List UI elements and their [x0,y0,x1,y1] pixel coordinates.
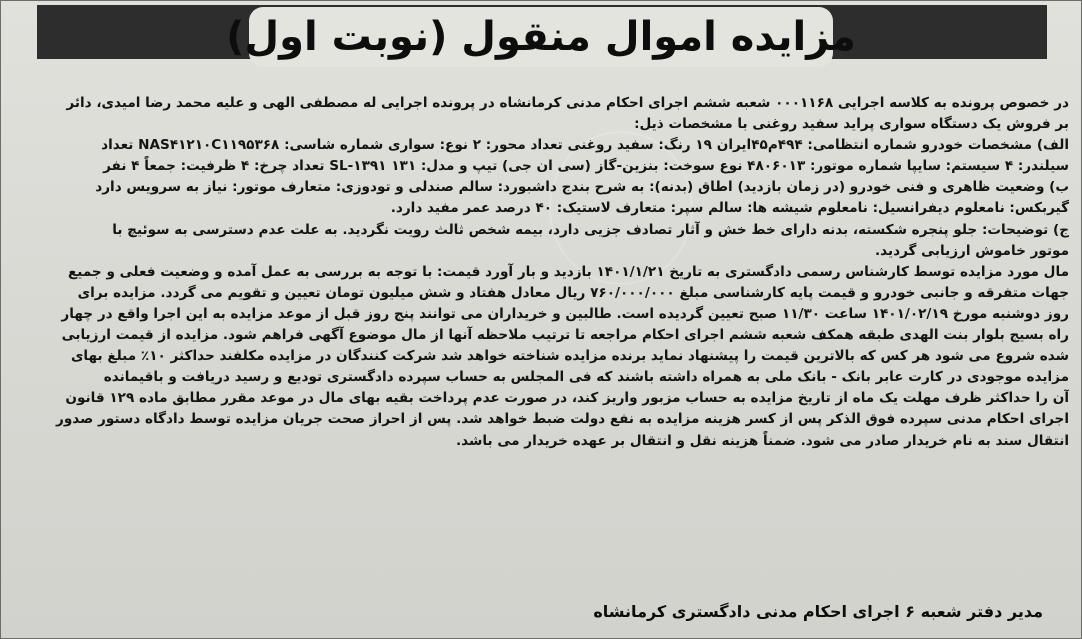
notice-body [15,93,1069,452]
body-line: موتور خاموش ارزیابی گردید. [874,242,1069,259]
body-line: شده شروع می شود هر کس که بالاترین قیمت را پیشنهاد نماید برنده مزایده شناخته خواهد شد شرکت کنندگان در مزایده مکلفند حداکثر ۱۰٪ مبلغ بهای [70,348,1069,365]
body-line: الف) مشخصات خودرو شماره انتظامی: ۴۹۴م۴۵ایران ۱۹ رنگ: سفید روغنی تعداد محور: ۲ نوع: سواری شماره شاسی: NAS۴۱۲۱۰C۱۱۹۵۳۶۸ تعداد [101,137,1069,154]
body-line: ج) توضیحات: جلو پنجره شکسته، بدنه دارای خط خش و آثار تصادف جزیی دارد، بیمه شخص ثالث رویت نگردید. به علت عدم دسترسی به سوئیچ با [112,221,1069,238]
body-line: مال مورد مزایده توسط کارشناس رسمی دادگستری به تاریخ ۱۴۰۱/۱/۲۱ بازدید و بار آورد قیمت: با توجه به بررسی به عمل آمده و وضعیت فعلی و جمیع [67,263,1069,280]
body-line: آن را حداکثر ظرف مهلت یک ماه از تاریخ مزایده به حساب مزبور واریز کند، در صورت عدم پرداخت بقیه بهای مال در موعد مقرر مطابق ماده ۱۲۹ قانون [65,390,1069,407]
body-line: بر فروش یک دستگاه سواری پراید سفید روغنی با مشخصات ذیل: [634,116,1069,133]
body-line: در خصوص پرونده به کلاسه اجرایی ۰۰۰۱۱۶۸ شعبه ششم اجرای احکام مدنی کرمانشاه در پرونده اجرایی له مصطفی الهی و علیه محمد رضا امیدی، دائر [66,95,1069,111]
signature-line: مدیر دفتر شعبه ۶ اجرای احکام مدنی دادگستری کرمانشاه [593,602,1043,621]
title-box [226,7,856,67]
body-line: گیربکس: نامعلوم دیفرانسیل: نامعلوم شیشه ها: سالم سپر: متعارف لاستیک: ۴۰ درصد عمر مفید دارد. [390,200,1069,217]
body-line: راه بسیج بلوار بنت الهدی طبقه همکف شعبه ششم اجرای احکام مراجعه تا ترتیب ملاحظه آنها از مال موضوع آگهی فراهم شود. مزایده از قیمت ارزیابی [61,327,1069,344]
body-line: روز دوشنبه مورخ ۱۴۰۱/۰۲/۱۹ ساعت ۱۱/۳۰ صبح تعیین گردیده است. طالبین و خریداران می توانند پنج روز قبل از موعد مزایده به این اجرا واقع در چهار [61,305,1069,322]
body-line: ب) وضعیت ظاهری و فنی خودرو (در زمان بازدید) اطاق (بدنه): به شرح بندج داشبورد: سالم صندلی و تودوزی: متعارف موتور: نیاز به سرویس دارد [95,179,1069,196]
body-line: مزایده موجودی در کارت عابر بانک - بانک ملی به همراه داشته باشند که فی المجلس به حساب سپرده دادگستری تودیع و رسید دریافت و باقیمانده [103,369,1069,386]
notice-title: مزایده اموال منقول (نوبت اول) [226,14,856,60]
body-line: انتقال سند به نام خریدار صادر می شود. ضمناً هزینه نقل و انتقال بر عهده خریدار می باشد. [456,432,1069,449]
body-line: سیلندر: ۴ سیستم: سایپا شماره موتور: ۴۸۰۶۰۱۳ نوع سوخت: بنزین-گاز (سی ان جی) تیپ و مدل: ۱۳۱ SL-۱۳۹۱ تعداد چرخ: ۴ ظرفیت: جمعاً ۴ نفر [103,158,1069,175]
body-line: اجرای احکام مدنی سپرده فوق الذکر پس از کسر هزینه مزایده به نفع دولت ضبط خواهد شد. پس از احراز صحت جریان مزایده توسط دادگاه دستور صدور [56,411,1069,428]
body-line: جهات متفرقه و جانبی خودرو و قیمت پایه کارشناسی مبلغ ۷۶۰/۰۰۰/۰۰۰ ریال معادل هفتاد و شش میلیون تومان تعیین و تقویم می گردد. مزایده برای [77,284,1069,301]
